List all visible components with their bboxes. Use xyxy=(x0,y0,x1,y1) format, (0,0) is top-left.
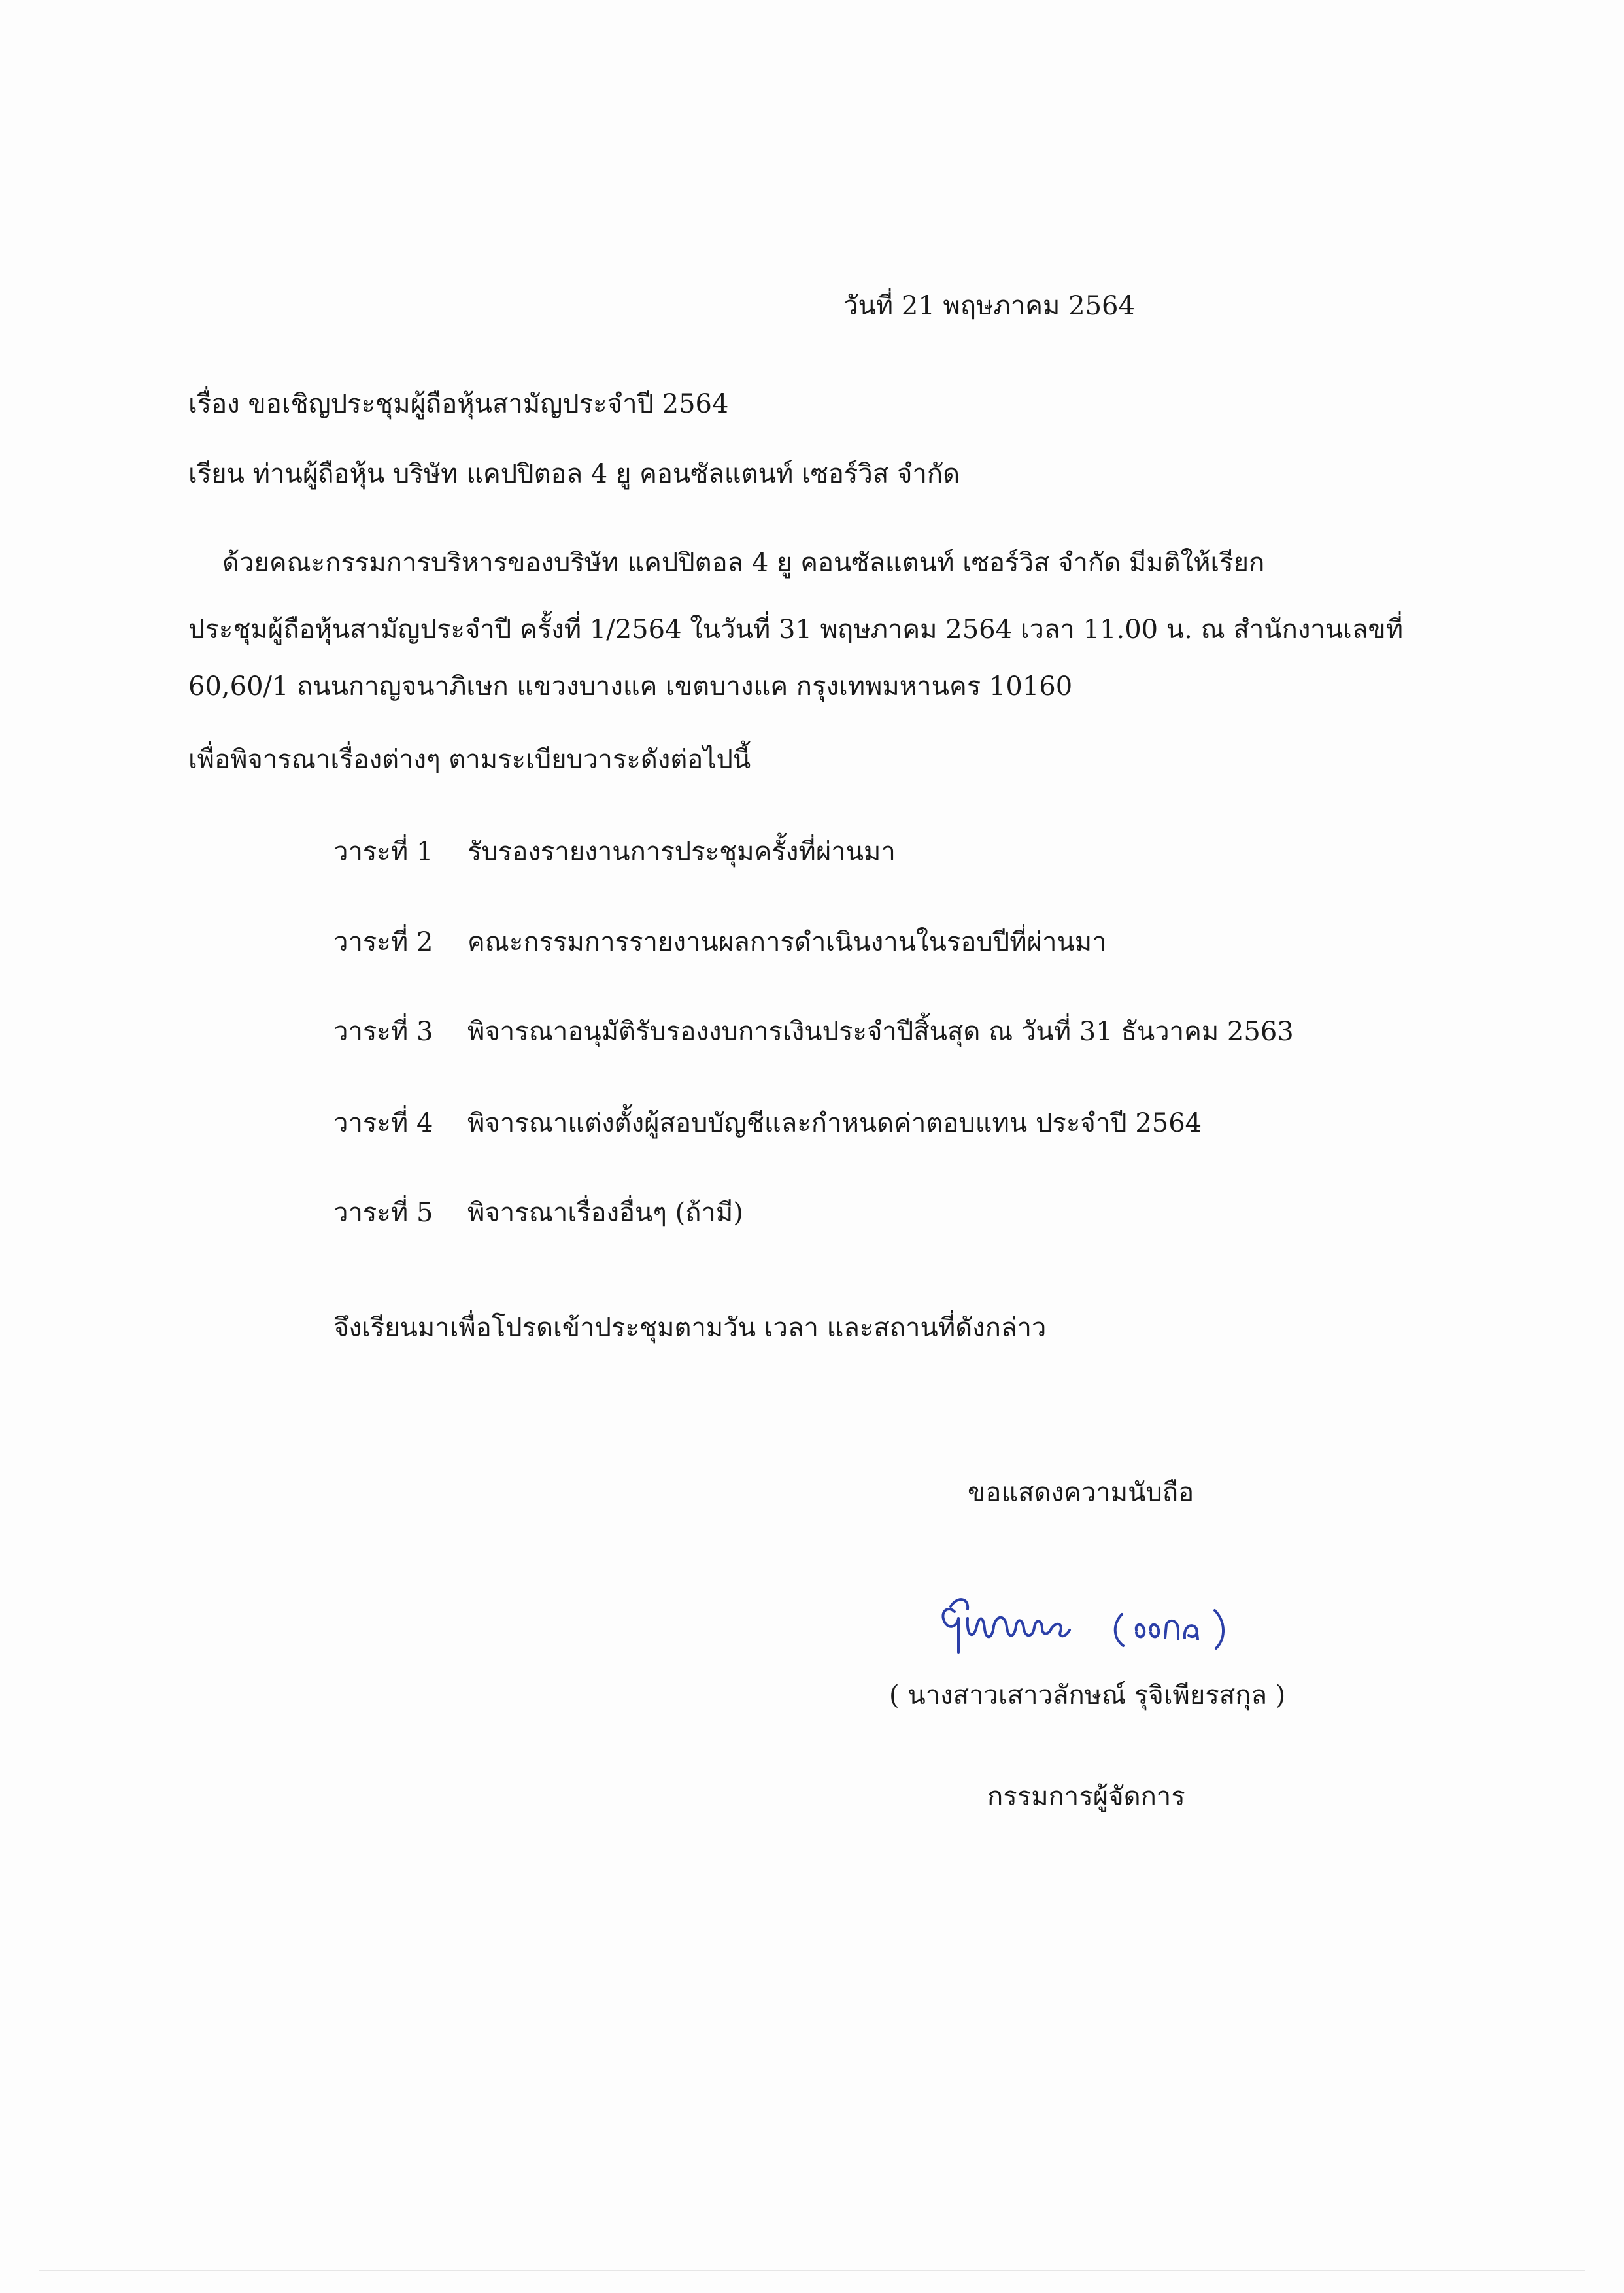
agenda-item xyxy=(333,834,896,870)
letter-recipient: เรียน ท่านผู้ถือหุ้น บริษัท แคปปิตอล 4 ยู คอนซัลแตนท์ เซอร์วิส จำกัด xyxy=(188,459,960,489)
agenda-text: พิจารณาอนุมัติรับรองงบการเงินประจำปีสิ้นสุด ณ วันที่ 31 ธันวาคม 2563 xyxy=(467,1017,1294,1047)
agenda-item xyxy=(333,1013,1294,1050)
handwritten-signature xyxy=(928,1592,1294,1664)
regards-text: ขอแสดงความนับถือ xyxy=(968,1478,1194,1508)
body-line-2: ประชุมผู้ถือหุ้นสามัญประจำปี ครั้งที่ 1/2564 ในวันที่ 31 พฤษภาคม 2564 เวลา 11.00 น. ณ สำนักงานเลขที่ xyxy=(188,615,1404,645)
agenda-text: พิจารณาเรื่องอื่นๆ (ถ้ามี) xyxy=(467,1198,743,1228)
letter-date: วันที่ 21 พฤษภาคม 2564 xyxy=(843,291,1135,321)
agenda-number: วาระที่ 4 xyxy=(333,1108,433,1138)
signer-title: กรรมการผู้จัดการ xyxy=(987,1782,1185,1812)
agenda-text: คณะกรรมการรายงานผลการดำเนินงานในรอบปีที่ผ่านมา xyxy=(467,927,1107,957)
agenda-number: วาระที่ 3 xyxy=(333,1017,433,1047)
letter-subject: เรื่อง ขอเชิญประชุมผู้ถือหุ้นสามัญประจำปี 2564 xyxy=(188,389,729,419)
agenda-text: พิจารณาแต่งตั้งผู้สอบบัญชีและกำหนดค่าตอบแทน ประจำปี 2564 xyxy=(467,1108,1202,1138)
agenda-number: วาระที่ 5 xyxy=(333,1198,433,1228)
body-line-1: ด้วยคณะกรรมการบริหารของบริษัท แคปปิตอล 4 ยู คอนซัลแตนท์ เซอร์วิส จำกัด มีมติให้เรียก xyxy=(222,548,1265,578)
page-bottom-edge xyxy=(39,2270,1585,2271)
agenda-item xyxy=(333,1105,1202,1142)
agenda-text: รับรองรายงานการประชุมครั้งที่ผ่านมา xyxy=(467,837,896,867)
agenda-number: วาระที่ 2 xyxy=(333,927,433,957)
closing-sentence: จึงเรียนมาเพื่อโปรดเข้าประชุมตามวัน เวลา และสถานที่ดังกล่าว xyxy=(333,1313,1047,1343)
body-line-3: 60,60/1 ถนนกาญจนาภิเษก แขวงบางแค เขตบางแค กรุงเทพมหานคร 10160 xyxy=(188,671,1073,702)
agenda-item xyxy=(333,924,1107,960)
agenda-item xyxy=(333,1195,743,1231)
agenda-number: วาระที่ 1 xyxy=(333,837,433,867)
body-line-4: เพื่อพิจารณาเรื่องต่างๆ ตามระเบียบวาระดังต่อไปนี้ xyxy=(188,745,751,775)
signer-name: ( นางสาวเสาวลักษณ์ รุจิเพียรสกุล ) xyxy=(889,1680,1286,1710)
